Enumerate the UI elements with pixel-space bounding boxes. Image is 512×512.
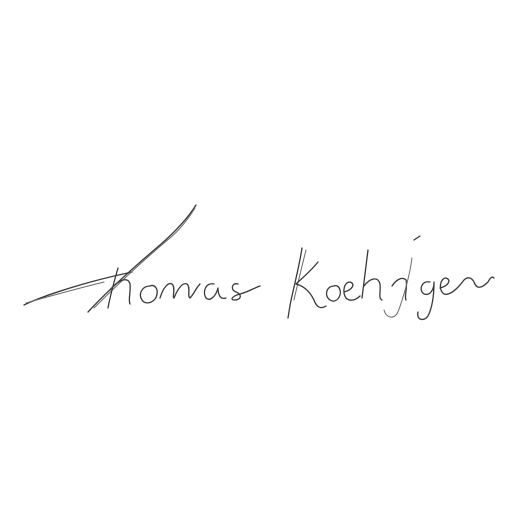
signature-stroke-k-arms <box>296 262 326 308</box>
signature-stroke-ascender <box>88 205 196 312</box>
signature-stroke-s <box>232 284 260 300</box>
signature-stroke-a <box>204 284 226 300</box>
signature-stroke-er-tail <box>440 277 494 294</box>
signature-stroke-h2 <box>362 250 382 300</box>
signature-stroke-r <box>392 278 407 300</box>
signature-stroke-o2 <box>327 286 341 301</box>
signature-stroke-o <box>140 285 157 302</box>
signature-stroke-g <box>418 282 434 320</box>
signature-stroke-i-dot <box>414 236 420 240</box>
signature-stroke-m <box>160 284 200 298</box>
signature-stroke-descender <box>384 258 412 317</box>
signature-stroke-e <box>344 282 360 300</box>
signature-stroke-k-stem <box>288 248 302 318</box>
signature-stroke-t-lead-return <box>26 282 104 303</box>
